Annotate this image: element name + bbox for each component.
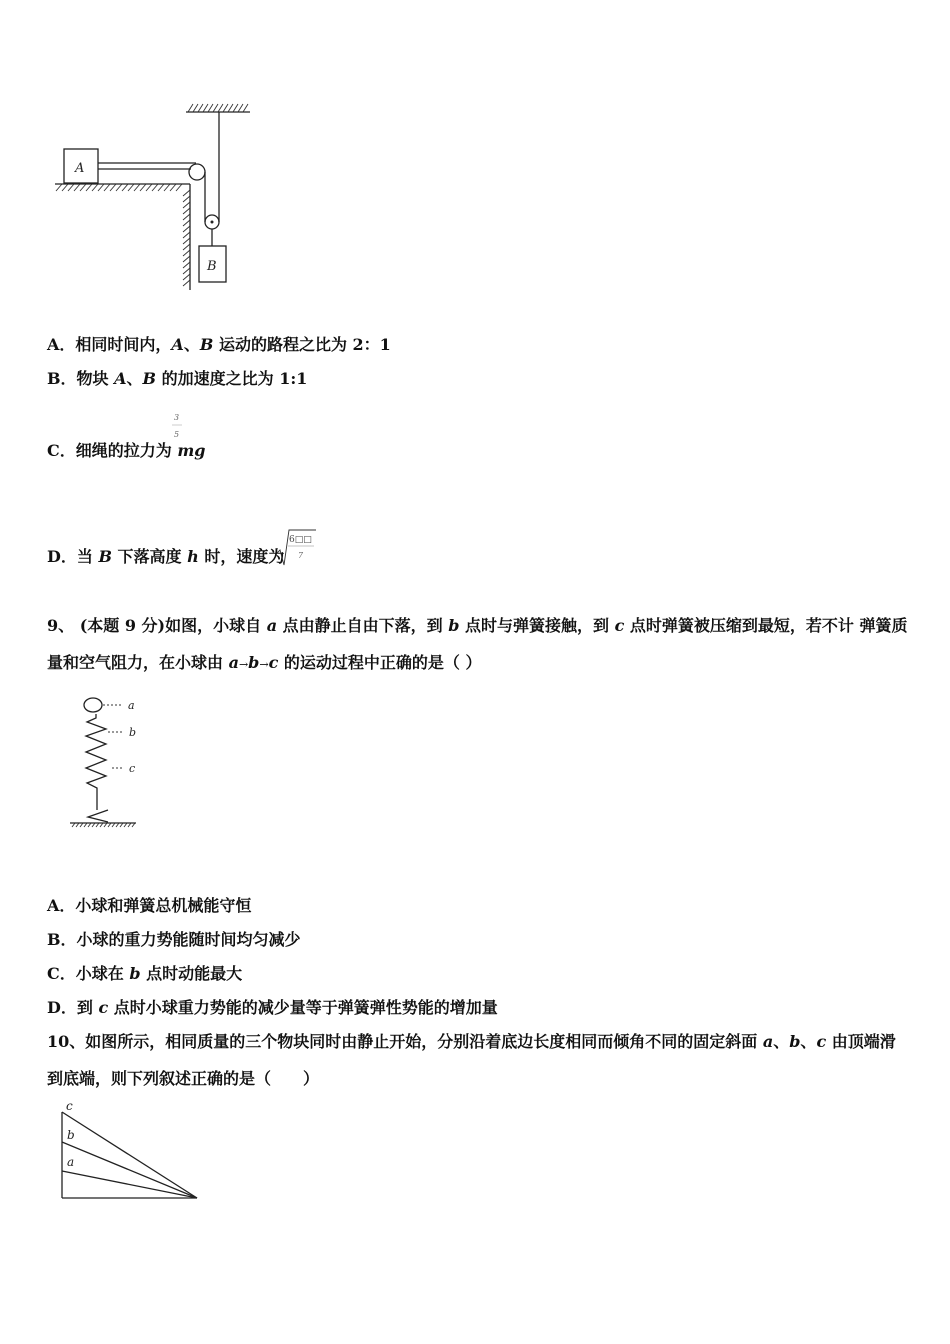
q8-option-b-text: B．物块 xyxy=(47,369,115,388)
q8-option-a-text: A．相同时间内， xyxy=(47,335,172,354)
q8-option-d xyxy=(47,547,284,567)
var-a: a xyxy=(266,616,278,635)
q8-option-d-text: D．当 xyxy=(47,547,99,566)
q10-stem-text: 、 xyxy=(773,1032,790,1051)
arrow-icon: → xyxy=(259,658,269,671)
sqrt-denominator: 7 xyxy=(298,551,304,560)
var-b: b xyxy=(789,1032,801,1051)
q9-stem-text: 9、 (本题 9 分)如图，小球自 xyxy=(47,616,267,635)
movable-pulley-axle xyxy=(211,221,214,224)
pulley-figure xyxy=(50,95,265,295)
q8-option-d-text: 下落高度 xyxy=(111,547,188,566)
table-hatching xyxy=(56,184,182,191)
var-b: B xyxy=(199,335,214,354)
spring-coil xyxy=(86,714,106,810)
q9-stem-text: 的运动过程中正确的是（ ） xyxy=(278,653,482,672)
q9-option-b: B．小球的重力势能随时间均匀减少 xyxy=(47,930,301,949)
q8-option-d-sqrt xyxy=(272,524,320,570)
var-c: c xyxy=(268,653,279,672)
incline-label-c: c xyxy=(66,1099,73,1113)
q9-stem-line-2 xyxy=(47,653,481,675)
label-a: a xyxy=(128,699,135,712)
arrow-icon: → xyxy=(238,658,249,671)
var-mg: mg xyxy=(177,441,206,460)
q8-option-b xyxy=(47,369,307,389)
incline-label-a: a xyxy=(67,1155,75,1169)
q8-option-c-fraction xyxy=(168,408,188,442)
var-a: A xyxy=(114,369,127,388)
wall-hatching xyxy=(183,190,190,286)
ceiling-hatching xyxy=(188,104,248,112)
fixed-pulley xyxy=(189,164,205,180)
q9-option-d-text: 点时小球重力势能的减少量等于弹簧弹性势能的增加量 xyxy=(108,998,498,1017)
q8-option-a-text: 运动的路程之比为 2：1 xyxy=(213,335,391,354)
var-c: c xyxy=(816,1032,827,1051)
q9-stem-text: 点时与弹簧接触，到 xyxy=(459,616,615,635)
q10-stem-line-1 xyxy=(47,1032,896,1052)
var-b: b xyxy=(129,964,141,983)
q9-option-c-text: C．小球在 xyxy=(47,964,130,983)
q8-option-c xyxy=(47,441,205,461)
ball xyxy=(84,698,102,712)
q10-stem-text: 10、如图所示，相同质量的三个物块同时由静止开始，分别沿着底边长度相同而倾角不同的固定斜面 xyxy=(47,1032,763,1051)
q9-stem-text: 点时弹簧被压缩到最短，若不计 弹簧质 xyxy=(624,616,908,635)
var-a: A xyxy=(171,335,184,354)
incline-figure xyxy=(55,1098,203,1204)
q10-stem-text: 由顶端滑 xyxy=(826,1032,896,1051)
fraction-denominator: 5 xyxy=(174,430,180,439)
spring-base xyxy=(88,810,108,822)
incline-b xyxy=(62,1142,197,1198)
q9-stem-line-1 xyxy=(47,616,907,636)
var-b: b xyxy=(248,653,260,672)
fraction-numerator: 3 xyxy=(174,413,180,422)
q9-option-d-text: D．到 xyxy=(47,998,99,1017)
sqrt-numerator: 6□□ xyxy=(289,535,312,545)
var-h: h xyxy=(187,547,199,566)
q9-option-c-text: 点时动能最大 xyxy=(140,964,243,983)
q9-stem-text: 点由静止自由下落，到 xyxy=(277,616,449,635)
var-b: B xyxy=(142,369,157,388)
var-a: a xyxy=(228,653,239,672)
block-b-label: B xyxy=(207,259,217,274)
q8-option-c-text: C．细绳的拉力为 xyxy=(47,441,178,460)
q10-stem-line-2: 到底端，则下列叙述正确的是（ ） xyxy=(47,1069,320,1088)
q8-option-b-text: 的加速度之比为 1:1 xyxy=(156,369,308,388)
var-c: c xyxy=(614,616,625,635)
q10-stem-text: 、 xyxy=(800,1032,817,1051)
q9-option-c xyxy=(47,964,242,984)
incline-label-b: b xyxy=(67,1128,75,1142)
q8-option-a-text: 、 xyxy=(183,335,200,354)
var-a: a xyxy=(762,1032,774,1051)
q8-option-d-text: 时，速度为 xyxy=(198,547,285,566)
q9-option-d xyxy=(47,998,498,1018)
label-c: c xyxy=(129,762,136,775)
var-b: B xyxy=(98,547,112,566)
var-b: b xyxy=(448,616,460,635)
q9-option-a: A．小球和弹簧总机械能守恒 xyxy=(47,896,252,915)
var-c: c xyxy=(98,998,109,1017)
label-b: b xyxy=(129,726,137,739)
block-a-label: A xyxy=(75,161,85,176)
q8-option-a xyxy=(47,335,391,355)
spring-figure xyxy=(65,690,145,835)
q8-option-b-text: 、 xyxy=(126,369,143,388)
q9-stem-text: 量和空气阻力，在小球由 xyxy=(47,653,229,672)
